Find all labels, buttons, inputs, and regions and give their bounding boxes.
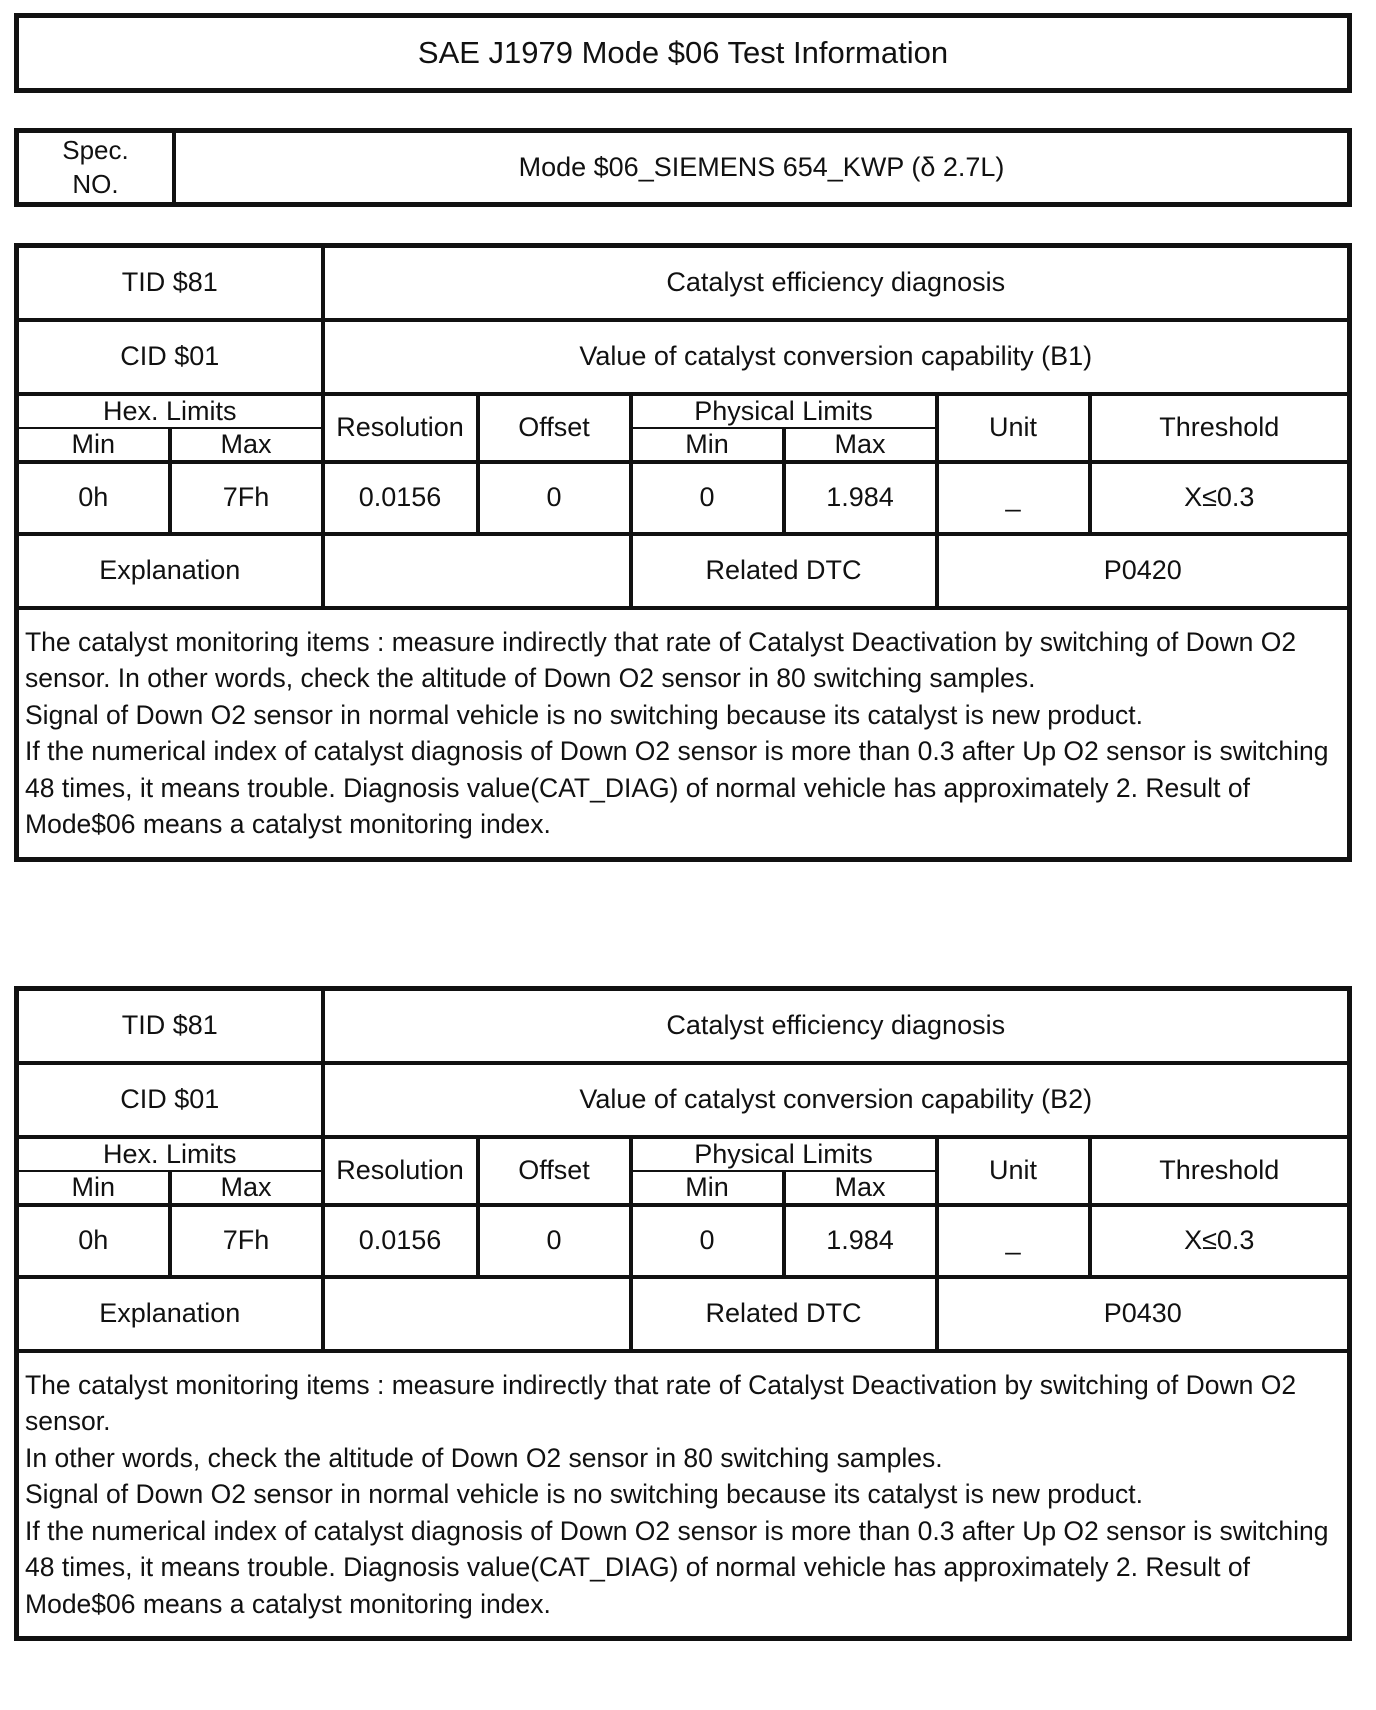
explanation-label: Explanation	[17, 1277, 323, 1351]
explanation-paragraph: Signal of Down O2 sensor in normal vehicle is no switching because its catalyst is new product.	[25, 699, 1143, 730]
cid-description: Value of catalyst conversion capability (B1)	[323, 320, 1350, 394]
test-table-1	[14, 243, 1352, 862]
cid-cell: CID $01	[17, 1063, 323, 1137]
threshold-header: Threshold	[1090, 394, 1350, 462]
explanation-row	[17, 534, 1350, 608]
values-row	[17, 462, 1350, 534]
explanation-paragraph: If the numerical index of catalyst diagnosis of Down O2 sensor is more than 0.3 after Up O2 sensor is switching 48 times, it means trouble. Diagnosis value(CAT_DIAG) of normal vehicle has approximately 2. Result of Mode$06 means a catalyst monitoring index.	[25, 1515, 1329, 1619]
phys-min-header: Min	[631, 1171, 784, 1205]
spec-label-line1: Spec.	[62, 134, 129, 165]
explanation-value	[323, 534, 631, 608]
values-row	[17, 1205, 1350, 1277]
explanation-paragraph: The catalyst monitoring items : measure indirectly that rate of Catalyst Deactivation by switching of Down O2 sensor. In other words, check the altitude of Down O2 sensor in 80 switching samples.	[25, 626, 1297, 693]
explanation-text-row	[17, 1351, 1350, 1639]
threshold-value: X≤0.3	[1090, 462, 1350, 534]
test-table-2	[14, 986, 1352, 1641]
header-row-1	[17, 394, 1350, 428]
explanation-value	[323, 1277, 631, 1351]
unit-header: Unit	[937, 1137, 1090, 1205]
resolution-header: Resolution	[323, 1137, 478, 1205]
phys-min-header: Min	[631, 428, 784, 462]
phys-max-value: 1.984	[784, 1205, 937, 1277]
explanation-paragraph: Signal of Down O2 sensor in normal vehicle is no switching because its catalyst is new product.	[25, 1479, 1143, 1509]
physical-limits-header: Physical Limits	[631, 394, 937, 428]
page-title-text: SAE J1979 Mode $06 Test Information	[417, 35, 949, 70]
cid-row	[17, 320, 1350, 394]
offset-value: 0	[478, 462, 631, 534]
hex-min-value: 0h	[17, 1205, 170, 1277]
header-row-1	[17, 1137, 1350, 1171]
related-dtc-value: P0430	[937, 1277, 1350, 1351]
offset-header: Offset	[478, 394, 631, 462]
spec-label-line2: NO.	[72, 168, 119, 199]
tid-description: Catalyst efficiency diagnosis	[323, 989, 1350, 1063]
related-dtc-label: Related DTC	[631, 534, 937, 608]
explanation-paragraph: If the numerical index of catalyst diagnosis of Down O2 sensor is more than 0.3 after Up O2 sensor is switching 48 times, it means trouble. Diagnosis value(CAT_DIAG) of normal vehicle has approximately 2. Result of Mode$06 means a catalyst monitoring index.	[25, 736, 1329, 839]
explanation-label: Explanation	[17, 534, 323, 608]
explanation-paragraph: The catalyst monitoring items : measure indirectly that rate of Catalyst Deactivation by switching of Down O2 sensor.	[25, 1369, 1297, 1436]
hex-min-value: 0h	[17, 462, 170, 534]
spec-label	[19, 133, 176, 202]
hex-limits-header: Hex. Limits	[17, 394, 323, 428]
explanation-text	[17, 1351, 1350, 1639]
phys-max-value: 1.984	[784, 462, 937, 534]
unit-value: _	[937, 1205, 1090, 1277]
resolution-header: Resolution	[323, 394, 478, 462]
threshold-value: X≤0.3	[1090, 1205, 1350, 1277]
offset-header: Offset	[478, 1137, 631, 1205]
related-dtc-label: Related DTC	[631, 1277, 937, 1351]
phys-min-value: 0	[631, 462, 784, 534]
cid-cell: CID $01	[17, 320, 323, 394]
tid-row	[17, 989, 1350, 1063]
spec-number-box	[14, 128, 1352, 207]
hex-max-value: 7Fh	[170, 1205, 323, 1277]
cid-description: Value of catalyst conversion capability (B2)	[323, 1063, 1350, 1137]
hex-max-header: Max	[170, 1171, 323, 1205]
offset-value: 0	[478, 1205, 631, 1277]
tid-row	[17, 246, 1350, 320]
hex-min-header: Min	[17, 1171, 170, 1205]
related-dtc-value: P0420	[937, 534, 1350, 608]
threshold-header: Threshold	[1090, 1137, 1350, 1205]
cid-row	[17, 1063, 1350, 1137]
resolution-value: 0.0156	[323, 1205, 478, 1277]
unit-value: _	[937, 462, 1090, 534]
tid-cell: TID $81	[17, 246, 323, 320]
hex-max-header: Max	[170, 428, 323, 462]
tid-cell: TID $81	[17, 989, 323, 1063]
explanation-text-row	[17, 608, 1350, 860]
phys-max-header: Max	[784, 428, 937, 462]
hex-min-header: Min	[17, 428, 170, 462]
page-title	[14, 13, 1352, 93]
tid-description: Catalyst efficiency diagnosis	[323, 246, 1350, 320]
explanation-row	[17, 1277, 1350, 1351]
explanation-paragraph: In other words, check the altitude of Down O2 sensor in 80 switching samples.	[25, 1442, 943, 1473]
phys-min-value: 0	[631, 1205, 784, 1277]
explanation-text	[17, 608, 1350, 860]
phys-max-header: Max	[784, 1171, 937, 1205]
hex-max-value: 7Fh	[170, 462, 323, 534]
physical-limits-header: Physical Limits	[631, 1137, 937, 1171]
resolution-value: 0.0156	[323, 462, 478, 534]
hex-limits-header: Hex. Limits	[17, 1137, 323, 1171]
unit-header: Unit	[937, 394, 1090, 462]
spec-value: Mode $06_SIEMENS 654_KWP (δ 2.7L)	[518, 152, 1005, 182]
